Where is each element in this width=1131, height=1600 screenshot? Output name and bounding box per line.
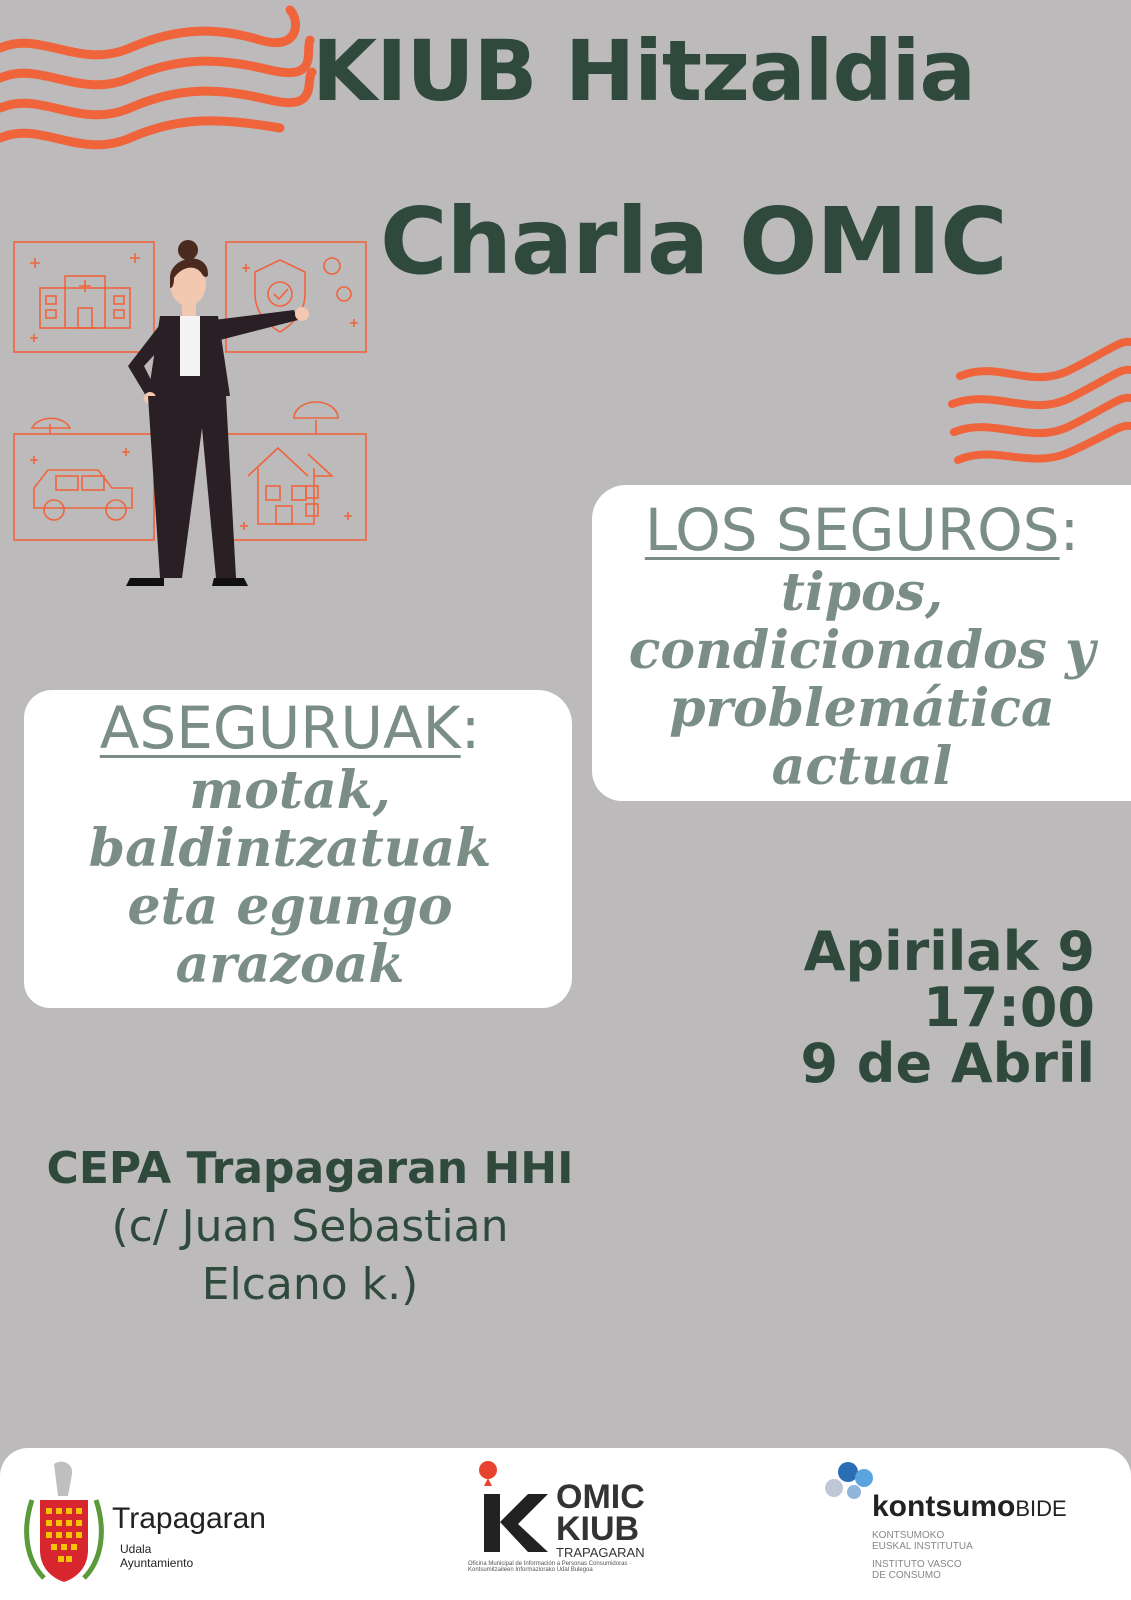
omic-kiub-logo-icon [474,1458,554,1558]
kontsumobide-logo-text [872,1490,1067,1524]
trapagaran-coat-of-arms-icon [22,1460,106,1586]
spanish-topic-heading: LOS SEGUROS [644,496,1060,564]
spanish-topic-line: actual [771,736,953,797]
spanish-topic-line: condicionados y [628,620,1096,681]
venue-name: CEPA Trapagaran HHI [46,1143,574,1194]
kontsumobide-rest: BIDE [1015,1496,1067,1521]
kontsumobide-subtext-spanish-2: DE CONSUMO [872,1570,941,1581]
basque-topic-line: arazoak [175,934,405,995]
spanish-topic-line: tipos, [780,562,944,623]
trapagaran-logo-text: Trapagaran [112,1502,266,1535]
event-time: 17:00 [923,976,1095,1039]
venue-address-line-2: Elcano k.) [201,1259,419,1310]
basque-topic-colon: : [460,694,481,762]
spanish-topic-line: problemática [669,678,1055,739]
kontsumobide-subtext-basque-1: KONTSUMOKO [872,1530,945,1541]
title-line-2: Charla OMIC [380,188,1007,295]
trapagaran-logo-sub-2: Ayuntamiento [120,1556,194,1570]
basque-topic-line: baldintzatuak [88,818,492,879]
orange-waves-right-icon [940,320,1131,480]
basque-topic-heading: ASEGURUAK [99,694,461,762]
spanish-topic [612,496,1112,796]
omic-logo-text-1: OMIC [556,1478,645,1516]
kontsumobide-subtext-basque-2: EUSKAL INSTITUTUA [872,1541,973,1552]
kontsumobide-subtext-spanish [872,1559,962,1581]
spanish-topic-colon: : [1059,496,1080,564]
basque-topic-line: eta egungo [127,876,453,937]
insurance-illustration-icon [10,238,370,598]
basque-topic [40,694,540,994]
venue [40,1140,580,1314]
kontsumobide-bold: kontsumo [872,1490,1016,1523]
omic-logo-text-2: KIUB [556,1510,640,1548]
kontsumobide-subtext-spanish-1: INSTITUTO VASCO [872,1559,962,1570]
date-spanish: 9 de Abril [800,1032,1095,1095]
trapagaran-logo-sub-1: Udala [120,1542,152,1556]
venue-address-line-1: (c/ Juan Sebastian [111,1201,509,1252]
kontsumobide-subtext-basque [872,1530,973,1552]
date-basque: Apirilak 9 [803,920,1095,983]
omic-logo-text-4: Oficina Municipal de Información a Personas Consumidoras · Kontsumitzaileen Informaziorako Udal Bulegoa [468,1561,632,1573]
orange-waves-top-left-icon [0,0,320,160]
event-date [800,920,1095,1095]
omic-logo-text-3: TRAPAGARAN [556,1545,645,1560]
basque-topic-line: motak, [189,760,391,821]
title-line-1: KIUB Hitzaldia [312,22,976,120]
